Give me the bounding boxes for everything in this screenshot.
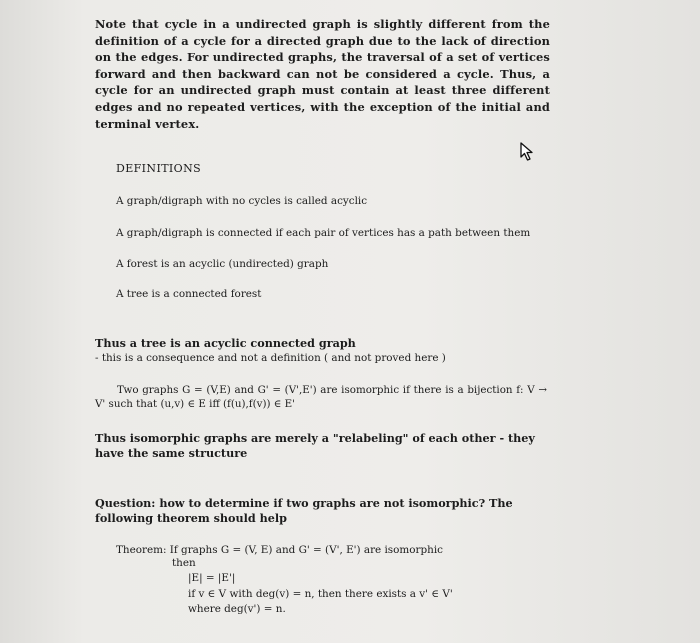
theorem-where-line: where deg(v') = n. — [188, 603, 286, 615]
definition-forest: A forest is an acyclic (undirected) graph — [116, 258, 329, 270]
definition-tree: A tree is a connected forest — [116, 288, 262, 300]
intro-paragraph: Note that cycle in a undirected graph is slightly different from the definition of a cycle for a directed graph due to the lack of direction on the edges. For undirected graphs, the traversal of a set of vertices forward and then backward can not be considered a cycle. Thus, a cycle for an undirected graph must contain at least three different edges and no repeated vertices, with the exception of the initial and terminal vertex. — [95, 17, 550, 131]
tree-statement: Thus a tree is an acyclic connected graph — [95, 336, 356, 350]
isomorphic-definition-text: Two graphs G = (V,E) and G' = (V',E') are isomorphic if there is a bijection f: V → V' such that (u,v) ∈ E iff (f(u),f(v)) ∈ E' — [95, 384, 547, 410]
mouse-pointer-icon — [519, 141, 537, 163]
definitions-heading: DEFINITIONS — [116, 162, 202, 175]
question-text: Question: how to determine if two graphs are not isomorphic? The following theorem should help — [95, 496, 513, 525]
theorem-edges-equal: |E| = |E'| — [188, 572, 236, 584]
definition-acyclic: A graph/digraph with no cycles is called acyclic — [116, 195, 368, 207]
theorem-then: then — [172, 557, 196, 569]
relabeling-statement: Thus isomorphic graphs are merely a "relabeling" of each other - they have the same structure — [95, 431, 535, 460]
theorem-line: Theorem: If graphs G = (V, E) and G' = (V', E') are isomorphic — [116, 544, 443, 556]
theorem-degree-line: if v ∈ V with deg(v) = n, then there exists a v' ∈ V' — [188, 588, 453, 600]
definition-connected: A graph/digraph is connected if each pair of vertices has a path between them — [116, 227, 531, 239]
isomorphic-definition — [95, 383, 547, 411]
tree-note: - this is a consequence and not a definition ( and not proved here ) — [95, 352, 446, 364]
